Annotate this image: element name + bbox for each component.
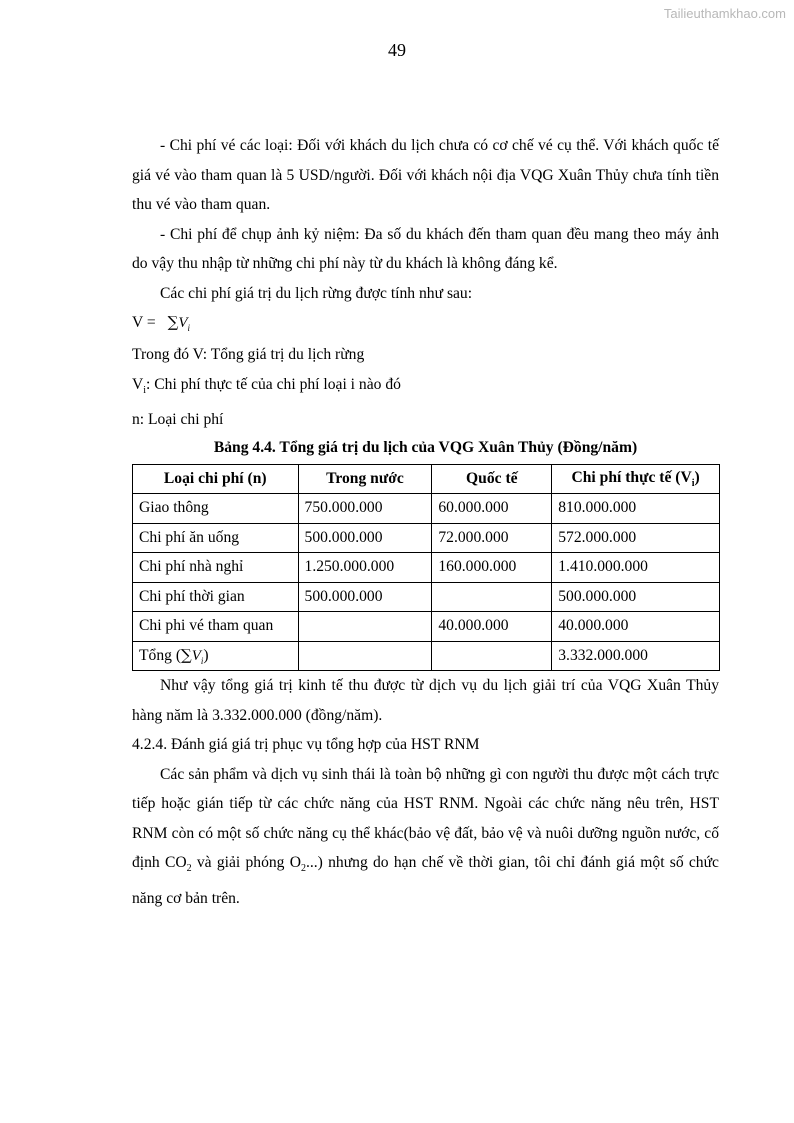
cell: 500.000.000	[552, 582, 720, 612]
cell: Chi phi vé tham quan	[133, 612, 299, 642]
table-row	[133, 582, 720, 612]
cell: Giao thông	[133, 494, 299, 524]
cell: Chi phí ăn uống	[133, 523, 299, 553]
table-row	[133, 523, 720, 553]
header-domestic: Trong nước	[298, 464, 432, 494]
cost-table	[132, 464, 720, 672]
cell	[432, 582, 552, 612]
cell: 160.000.000	[432, 553, 552, 583]
formula-var: V	[178, 315, 188, 331]
total-value: 3.332.000.000	[552, 641, 720, 671]
cell: 1.250.000.000	[298, 553, 432, 583]
cell: 72.000.000	[432, 523, 552, 553]
formula-v	[132, 308, 719, 340]
formula-sub: i	[187, 323, 190, 333]
def-vi-sub: i	[143, 384, 147, 396]
definition-n: n: Loại chi phí	[132, 411, 224, 429]
watermark: Tailieuthamkhao.com	[663, 6, 786, 21]
table-header-row	[133, 464, 720, 494]
document-body	[132, 131, 719, 913]
cell: 60.000.000	[432, 494, 552, 524]
total-label: Tổng $(\sum V_i)$	[133, 641, 299, 671]
paragraph-cost-intro: Các chi phí giá trị du lịch rừng được tính như sau:	[160, 284, 473, 302]
cell: 40.000.000	[432, 612, 552, 642]
cell: 500.000.000	[298, 582, 432, 612]
def-vi-main: V	[132, 375, 144, 393]
sum-symbol: ∑	[181, 645, 192, 664]
header-actual-cost: Chi phí thực tế $(V_i)$	[552, 464, 720, 494]
section-heading: 4.2.4. Đánh giá giá trị phục vụ tổng hợp của HST RNM	[132, 736, 480, 754]
formula-lhs: V =	[132, 314, 156, 331]
table-total-row	[133, 641, 720, 671]
cell: 500.000.000	[298, 523, 432, 553]
cell	[298, 612, 432, 642]
sum-symbol: ∑	[167, 313, 179, 331]
cell: Chi phí nhà nghỉ	[133, 553, 299, 583]
table-row	[133, 553, 720, 583]
table-row	[133, 612, 720, 642]
paragraph-photo-cost: - Chi phí để chụp ảnh kỷ niệm: Đa số du khách đến tham quan đều mang theo máy ảnh do vậy thu nhập từ những chi phí này từ du khách là không đáng kể.	[132, 225, 719, 272]
definition-vi	[132, 370, 719, 406]
cell: 750.000.000	[298, 494, 432, 524]
cell: 1.410.000.000	[552, 553, 720, 583]
def-vi-rest: : Chi phí thực tế của chi phí loại i nào đó	[146, 375, 401, 393]
cell: 572.000.000	[552, 523, 720, 553]
table-caption: Bảng 4.4. Tổng giá trị du lịch của VQG Xuân Thủy (Đồng/năm)	[213, 438, 638, 456]
cell	[432, 641, 552, 671]
cell: 40.000.000	[552, 612, 720, 642]
cell	[298, 641, 432, 671]
paragraph-ecosystem-services: Các sản phẩm và dịch vụ sinh thái là toàn bộ những gì con người thu được một cách trực tiếp hoặc gián tiếp từ các chức năng của HST RNM. Ngoài các chức năng nêu trên, HST RNM còn có một số chức năng cụ thể khác(bảo vệ đất, bảo vệ và nuôi dưỡng nguồn nước, cố định $CO_2$ và giải phóng $O_2$...) nhưng do hạn chế về thời gian, tôi chỉ đánh giá một số chức năng cơ bản trên.	[132, 765, 719, 907]
paragraph-ticket-cost: - Chi phí vé các loại: Đối với khách du lịch chưa có cơ chế vé cụ thể. Với khách quốc tế giá vé vào tham quan là 5 USD/người. Đối với khách nội địa VQG Xuân Thủy chưa tính tiền thu vé vào tham quan.	[132, 137, 719, 213]
table-row	[133, 494, 720, 524]
paragraph-total-summary: Như vậy tổng giá trị kinh tế thu được từ dịch vụ du lịch giải trí của VQG Xuân Thủy hàng năm là 3.332.000.000 (đồng/năm).	[132, 677, 719, 724]
header-cost-type: Loại chi phí (n)	[133, 464, 299, 494]
page-number: 49	[388, 40, 406, 60]
cell: Chi phí thời gian	[133, 582, 299, 612]
cell: 810.000.000	[552, 494, 720, 524]
definition-v: Trong đó V: Tổng giá trị du lịch rừng	[132, 346, 365, 363]
header-international: Quốc tế	[432, 464, 552, 494]
